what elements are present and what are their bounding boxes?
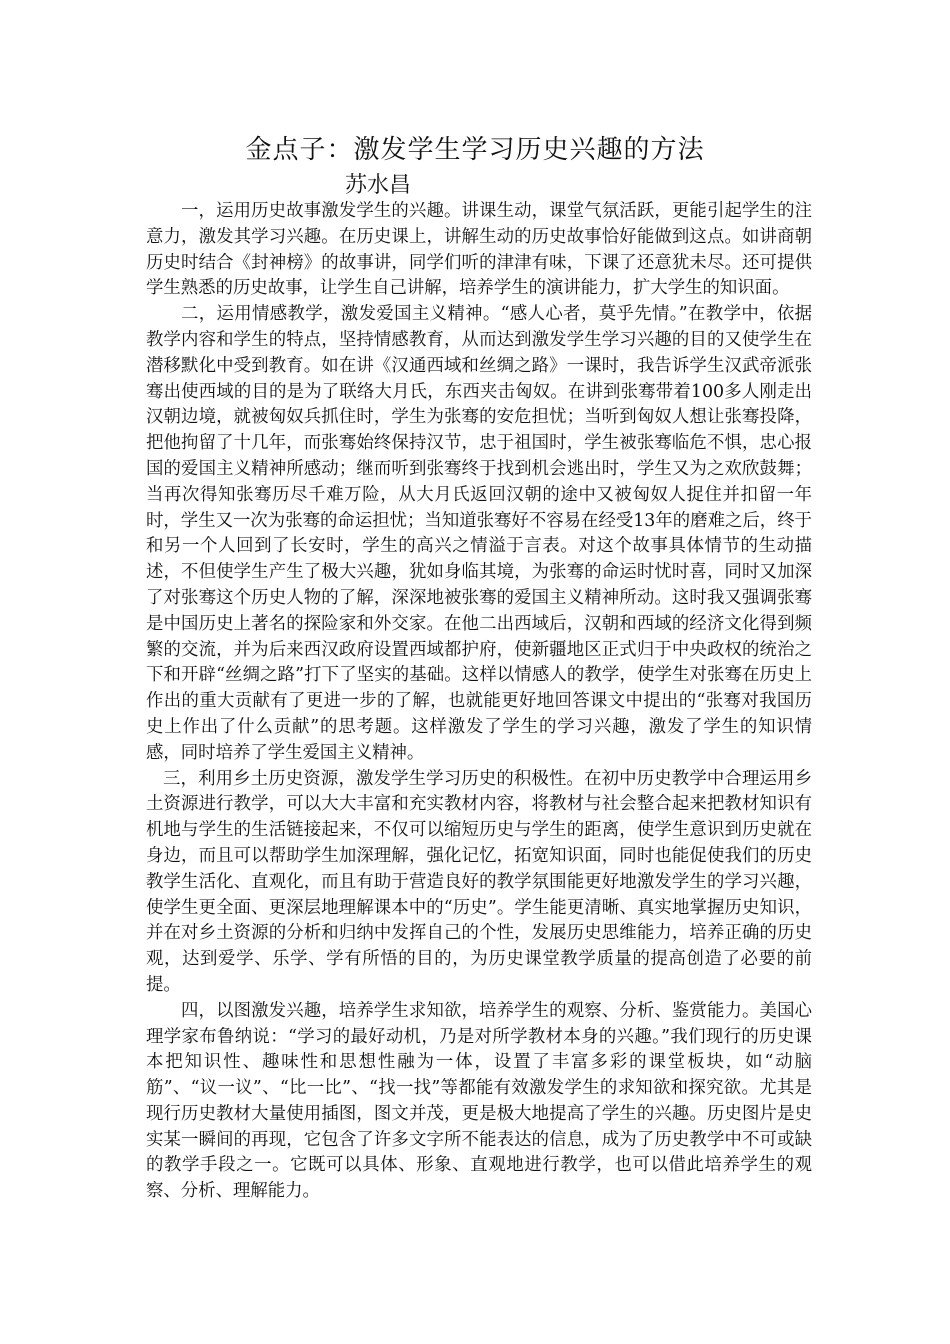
document-title: 金点子：激发学生学习历史兴趣的方法 xyxy=(245,135,705,165)
paragraph-4: 四，以图激发兴趣，培养学生求知欲，培养学生的观察、分析、鉴赏能力。美国心理学家布鲁纳说：“学习的最好动机，乃是对所学教材本身的兴趣。”我们现行的历史课本把知识性、趣味性和思想性融为一体，设置了丰富多彩的课堂板块，如“动脑筋”、“议一议”、“比一比”、“找一找”等都能有效激发学生的求知欲和探究欲。尤其是现行历史教材大量使用插图，图文并茂，更是极大地提高了学生的兴趣。历史图片是史实某一瞬间的再现，它包含了许多文字所不能表达的信息，成为了历史教学中不可或缺的教学手段之一。它既可以具体、形象、直观地进行教学，也可以借此培养学生的观察、分析、理解能力。 xyxy=(146,1000,812,1202)
author-name: 苏水昌 xyxy=(345,173,412,198)
paragraph-1: 一，运用历史故事激发学生的兴趣。讲课生动，课堂气氛活跃，更能引起学生的注意力，激发其学习兴趣。在历史课上，讲解生动的历史故事恰好能做到这点。如讲商朝历史时结合《封神榜》的故事讲，同学们听的津津有味，下课了还意犹未尽。还可提供学生熟悉的历史故事，让学生自己讲解，培养学生的演讲能力，扩大学生的知识面。 xyxy=(146,201,812,299)
document-body xyxy=(146,199,812,1205)
paragraph-3: 三，利用乡土历史资源，激发学生学习历史的积极性。在初中历史教学中合理运用乡土资源进行教学，可以大大丰富和充实教材内容，将教材与社会整合起来把教材知识有机地与学生的生活链接起来，不仅可以缩短历史与学生的距离，使学生意识到历史就在身边，而且可以帮助学生加深理解，强化记忆，拓宽知识面，同时也能促使我们的历史教学生活化、直观化，而且有助于营造良好的教学氛围能更好地激发学生的学习兴趣，使学生更全面、更深层地理解课本中的“历史”。学生能更清晰、真实地掌握历史知识，并在对乡土资源的分析和归纳中发挥自己的个性，发展历史思维能力，培养正确的历史观，达到爱学、乐学、学有所悟的目的，为历史课堂教学质量的提高创造了必要的前提。 xyxy=(146,768,812,995)
paragraph-2: 二，运用情感教学，激发爱国主义精神。“感人心者，莫乎先情。”在教学中，依据教学内容和学生的特点，坚持情感教育，从而达到激发学生学习兴趣的目的又使学生在潜移默化中受到教育。如在讲《汉通西域和丝绸之路》一课时，我告诉学生汉武帝派张骞出使西域的目的是为了联络大月氏，东西夹击匈奴。在讲到张骞带着100多人刚走出汉朝边境，就被匈奴兵抓住时，学生为张骞的安危担忧；当听到匈奴人想让张骞投降，把他拘留了十几年，而张骞始终保持汉节，忠于祖国时，学生被张骞临危不惧，忠心报国的爱国主义精神所感动；继而听到张骞终于找到机会逃出时，学生又为之欢欣鼓舞；当再次得知张骞历尽千难万险，从大月氏返回汉朝的途中又被匈奴人捉住并扣留一年时，学生又一次为张骞的命运担忧；当知道张骞好不容易在经受13年的磨难之后，终于和另一个人回到了长安时，学生的高兴之情溢于言表。对这个故事具体情节的生动描述，不但使学生产生了极大兴趣，犹如身临其境，为张骞的命运时忧时喜，同时又加深了对张骞这个历史人物的了解，深深地被张骞的爱国主义精神所动。这时我又强调张骞是中国历史上著名的探险家和外交家。在他二出西域后，汉朝和西域的经济文化得到频繁的交流，并为后来西汉政府设置西域都护府，使新疆地区正式归于中央政权的统治之下和开辟“丝绸之路”打下了坚实的基础。这样以情感人的教学，使学生对张骞在历史上作出的重大贡献有了更进一步的了解，也就能更好地回答课文中提出的“张骞对我国历史上作出了什么贡献”的思考题。这样激发了学生的学习兴趣，激发了学生的知识情感，同时培养了学生爱国主义精神。 xyxy=(146,304,812,763)
